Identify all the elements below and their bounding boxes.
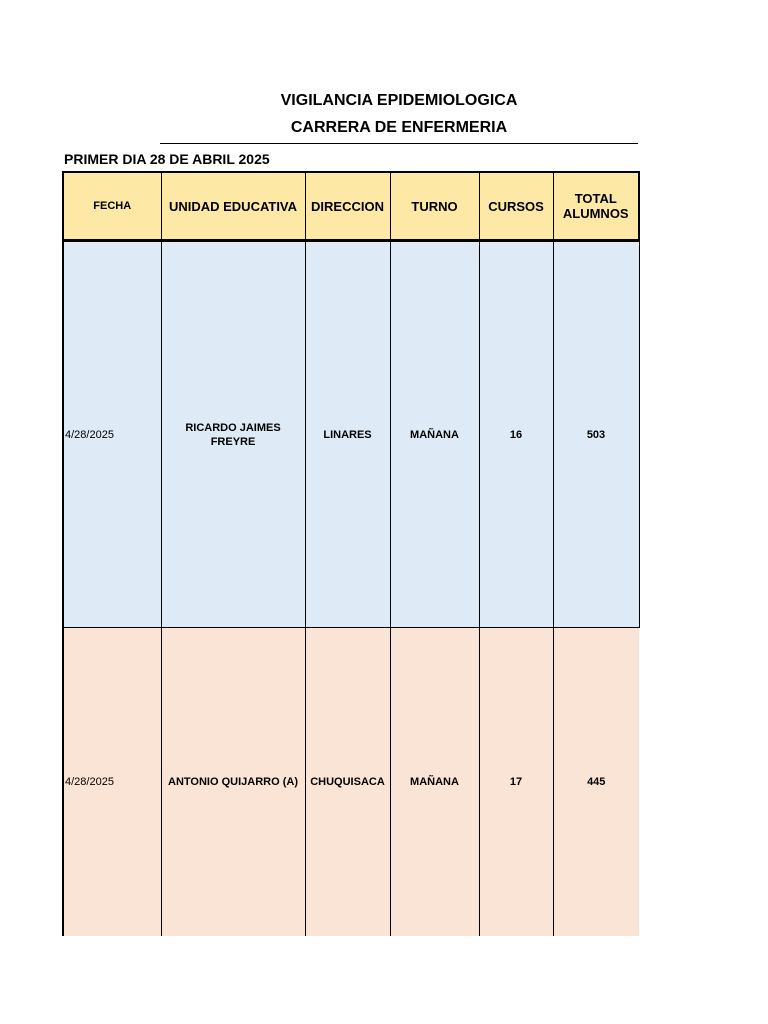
cell-direccion: LINARES xyxy=(305,241,390,628)
cell-fecha: 4/28/2025 xyxy=(63,241,161,628)
document-title: VIGILANCIA EPIDEMIOLOGICA xyxy=(280,92,518,109)
surveillance-table xyxy=(62,171,640,936)
table-header-row xyxy=(63,172,639,241)
column-header-total-alumnos: TOTAL ALUMNOS xyxy=(553,172,639,241)
cell-total-alumnos: 445 xyxy=(553,628,639,937)
day-heading: PRIMER DIA 28 DE ABRIL 2025 xyxy=(64,151,270,167)
column-header-fecha: FECHA xyxy=(63,172,161,241)
cell-turno: MAÑANA xyxy=(390,241,479,628)
title-underline xyxy=(160,143,638,144)
column-header-cursos: CURSOS xyxy=(479,172,553,241)
cell-direccion: CHUQUISACA xyxy=(305,628,390,937)
document-subtitle-career: CARRERA DE ENFERMERIA xyxy=(290,119,508,136)
cell-turno: MAÑANA xyxy=(390,628,479,937)
column-header-turno: TURNO xyxy=(390,172,479,241)
cell-cursos: 16 xyxy=(479,241,553,628)
table-row xyxy=(63,241,639,628)
column-header-unidad-educativa: UNIDAD EDUCATIVA xyxy=(161,172,305,241)
column-header-direccion: DIRECCION xyxy=(305,172,390,241)
cell-cursos: 17 xyxy=(479,628,553,937)
cell-unidad-educativa: RICARDO JAIMES FREYRE xyxy=(161,241,305,628)
cell-unidad-educativa: ANTONIO QUIJARRO (A) xyxy=(161,628,305,937)
cell-fecha: 4/28/2025 xyxy=(63,628,161,937)
table-row xyxy=(63,628,639,937)
cell-total-alumnos: 503 xyxy=(553,241,639,628)
